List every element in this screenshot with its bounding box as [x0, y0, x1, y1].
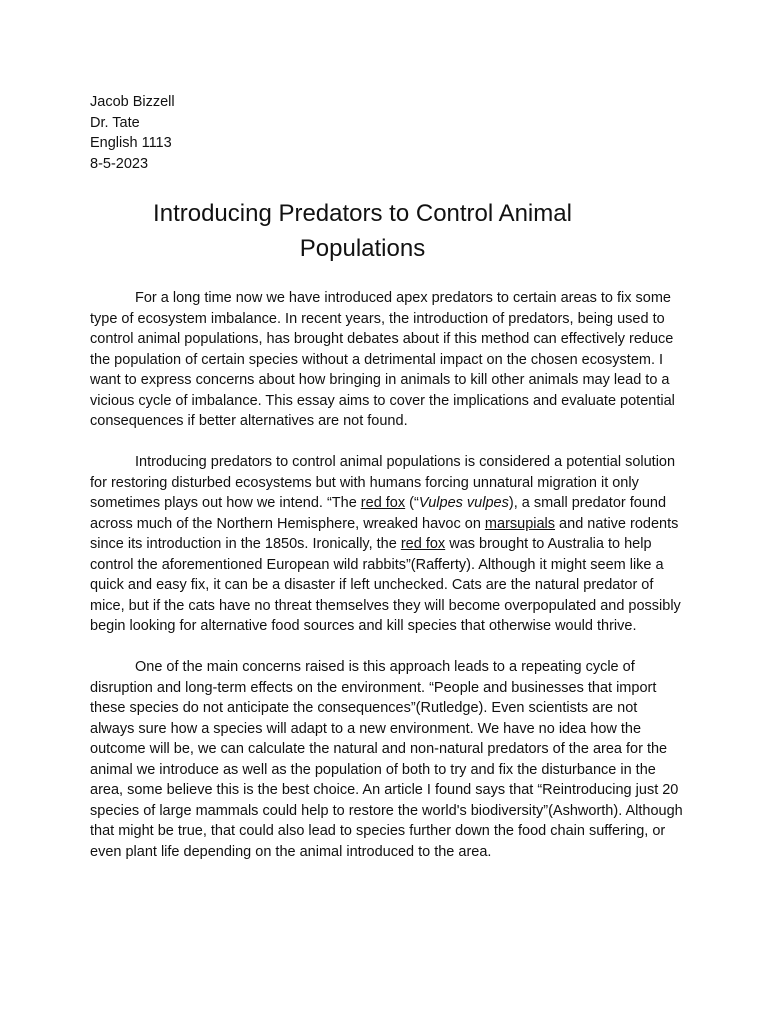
marsupials-link[interactable]: marsupials — [484, 515, 556, 532]
paragraph-intro: For a long time now we have introduced apex predators to certain areas to fix some type of ecosystem imbalance. In recent years, the introduction of predators, being used to control animal populations, has brought debates about if this method can effectively reduce the population of certain species without a detrimental impact on the chosen ecosystem. I want to express concerns about how bringing in animals to kill other animals may lead to a vicious cycle of imbalance. This essay aims to cover the implications and evaluate potential consequences if better alternatives are not found. — [90, 290, 675, 429]
paragraph-text: (“ — [405, 495, 419, 511]
red-fox-link-2[interactable]: red fox — [400, 536, 446, 552]
paragraph-red-fox — [90, 452, 685, 637]
paragraph-text: ), a small predator found across much of the Northern Hemisphere, wreaked havoc on — [90, 495, 667, 532]
instructor-name: Dr. Tate — [90, 114, 140, 131]
document-title: Introducing Predators to Control Animal Populations — [153, 200, 572, 262]
document-header — [90, 92, 175, 174]
author-name: Jacob Bizzell — [90, 94, 175, 110]
paragraph-text: and native rodents since its introduction in the 1850s. Ironically, the — [90, 515, 679, 552]
paragraph-text: was brought to Australia to help control the aforementioned European wild rabbits”(Rafferty). Although it might seem like a quick and easy fix, it can be a disaster if left unchecked. Cats are the natural predator of mice, but if the cats have no threat themselves they will become overpopulated and possibly begin looking for alternative food sources and kill species that otherwise would thrive. — [90, 536, 681, 634]
document-body — [90, 288, 685, 883]
paragraph-text: Introducing predators to control animal populations is considered a potential solution for restoring disturbed ecosystems but with humans forcing unnatural migration it only sometimes plays out how we intend. “The — [90, 454, 676, 511]
red-fox-link[interactable]: red fox — [360, 495, 406, 511]
document-date: 8-5-2023 — [90, 155, 149, 172]
species-name: Vulpes vulpes — [418, 495, 509, 511]
course-name: English 1113 — [90, 135, 172, 151]
paragraph-concerns: One of the main concerns raised is this approach leads to a repeating cycle of disruption and long-term effects on the environment. “People and businesses that import these species do not anticipate the consequences”(Rutledge). Even scientists are not always sure how a species will adapt to a new environment. We have no idea how the outcome will be, we can calculate the natural and non-natural predators of the area for the animal we introduce as well as the population of both to try and fix the disturbance in the area, some believe this is the best choice. An article I found says that “Reintroducing just 20 species of large mammals could help to restore the world's biodiversity”(Ashworth). Although that might be true, that could also lead to species further down the food chain suffering, or even plant life depending on the animal introduced to the area. — [90, 659, 683, 860]
